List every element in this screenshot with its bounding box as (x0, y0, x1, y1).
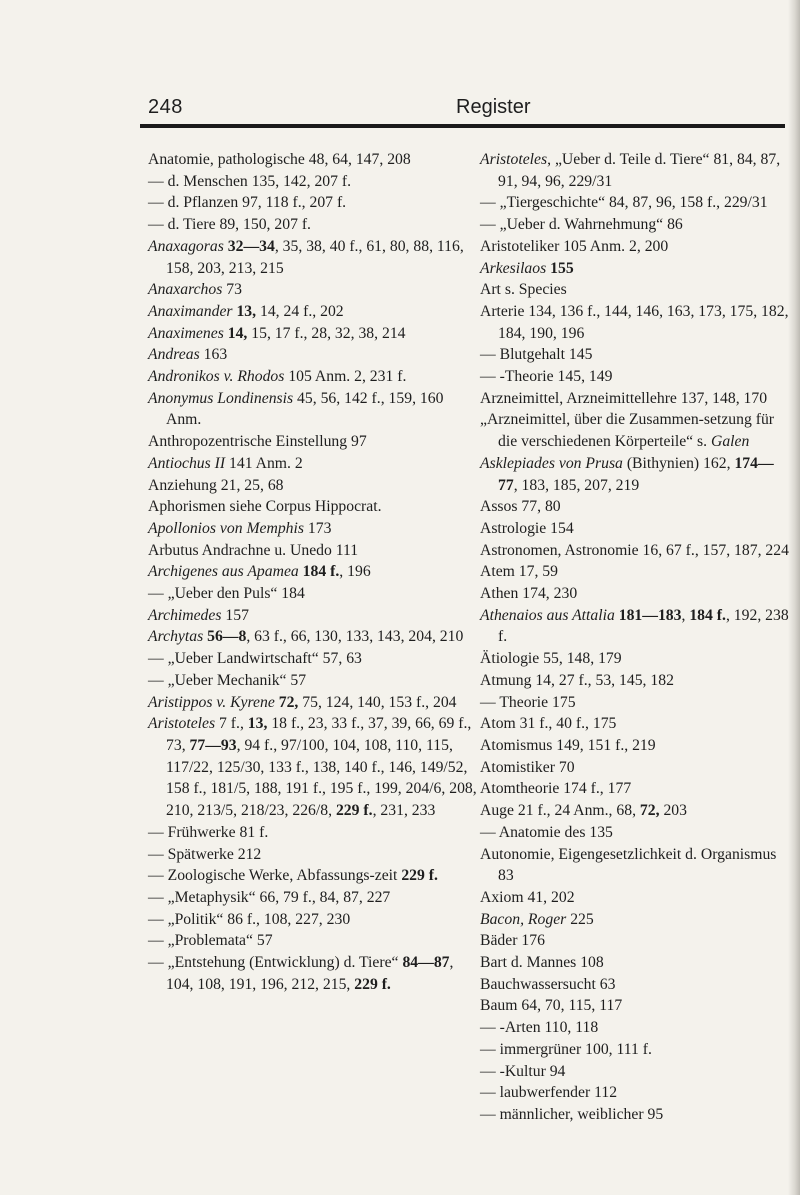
index-entry: Aristoteliker 105 Anm. 2, 200 (480, 237, 669, 255)
index-entry: — „Problemata“ 57 (148, 932, 273, 950)
page-header (148, 96, 778, 124)
index-entry: — „Tiergeschichte“ 84, 87, 96, 158 f., 229/31 (480, 194, 768, 212)
index-entry: Archigenes aus Apamea 184 f., 196 (148, 563, 371, 581)
index-entry: Atom 31 f., 40 f., 175 (480, 715, 617, 733)
index-entry: Assos 77, 80 (480, 498, 561, 516)
index-entry: — -Kultur 94 (480, 1062, 566, 1080)
index-entry: Anaxagoras 32—34, 35, 38, 40 f., 61, 80, 88, 116, 158, 203, 213, 215 (148, 237, 464, 277)
index-entry: — Theorie 175 (480, 693, 576, 711)
index-entry: Atem 17, 59 (480, 563, 558, 581)
index-entry: — -Theorie 145, 149 (480, 368, 613, 386)
index-entry: — Anatomie des 135 (480, 823, 613, 841)
index-entry: Ätiologie 55, 148, 179 (480, 650, 622, 668)
index-entry: — „Politik“ 86 f., 108, 227, 230 (148, 910, 351, 928)
index-entry: — männlicher, weiblicher 95 (480, 1105, 664, 1123)
index-entry: Anaxarchos 73 (148, 281, 242, 299)
index-entry: — „Ueber d. Wahrnehmung“ 86 (480, 216, 683, 234)
index-entry: — immergrüner 100, 111 f. (480, 1040, 652, 1058)
index-column-right (480, 149, 790, 1126)
index-entry: Aphorismen siehe Corpus Hippocrat. (148, 498, 382, 516)
index-entry: — Spätwerke 212 (148, 845, 262, 863)
index-entry: Athen 174, 230 (480, 585, 578, 603)
index-entry: — „Metaphysik“ 66, 79 f., 84, 87, 227 (148, 888, 391, 906)
index-entry: Antiochus II 141 Anm. 2 (148, 454, 303, 472)
header-rule (140, 124, 785, 128)
index-entry: — „Ueber Landwirtschaft“ 57, 63 (148, 650, 362, 668)
index-entry: Aristippos v. Kyrene 72, 75, 124, 140, 153 f., 204 (148, 693, 457, 711)
index-entry: Archimedes 157 (148, 606, 249, 624)
index-entry: Arbutus Andrachne u. Unedo 111 (148, 541, 359, 559)
index-entry: Arzneimittel, Arzneimittellehre 137, 148, 170 (480, 389, 768, 407)
index-entry: — -Arten 110, 118 (480, 1019, 599, 1037)
index-entry: Anthropozentrische Einstellung 97 (148, 433, 367, 451)
page-number: 248 (148, 96, 183, 118)
index-entry: Bacon, Roger 225 (480, 910, 594, 928)
index-entry: Autonomie, Eigengesetzlichkeit d. Organismus 83 (480, 845, 777, 885)
index-entry: Anaximenes 14, 15, 17 f., 28, 32, 38, 214 (148, 324, 406, 342)
index-entry: Apollonios von Memphis 173 (148, 519, 332, 537)
index-entry: — laubwerfender 112 (480, 1084, 618, 1102)
index-entry: Baum 64, 70, 115, 117 (480, 997, 623, 1015)
index-entry: Atomistiker 70 (480, 758, 575, 776)
index-entry: Aristoteles, „Ueber d. Teile d. Tiere“ 81, 84, 87, 91, 94, 96, 229/31 (480, 151, 781, 190)
index-entry: Atomismus 149, 151 f., 219 (480, 736, 656, 754)
index-entry: Bauchwassersucht 63 (480, 975, 616, 993)
index-entry: — d. Menschen 135, 142, 207 f. (148, 172, 352, 190)
index-entry: Anatomie, pathologische 48, 64, 147, 208 (148, 151, 411, 168)
index-entry: Anziehung 21, 25, 68 (148, 476, 284, 494)
index-entry: Art s. Species (480, 281, 567, 299)
index-entry: Auge 21 f., 24 Anm., 68, 72, 203 (480, 802, 687, 820)
index-entry: „Arzneimittel, über die Zusammen-setzung für die verschiedenen Körperteile“ s. Galen (480, 411, 775, 451)
index-entry: — „Entstehung (Entwicklung) d. Tiere“ 84—87, 104, 108, 191, 196, 212, 215, 229 f. (148, 954, 454, 993)
index-entry: Axiom 41, 202 (480, 888, 575, 906)
index-entry: Andreas 163 (148, 346, 228, 364)
index-entry: Atomtheorie 174 f., 177 (480, 780, 632, 798)
index-entry: — d. Pflanzen 97, 118 f., 207 f. (148, 194, 347, 212)
index-entry: Arterie 134, 136 f., 144, 146, 163, 173, 175, 182, 184, 190, 196 (480, 302, 789, 342)
running-title: Register (456, 96, 531, 118)
index-entry: Bart d. Mannes 108 (480, 954, 604, 972)
index-entry: Aristoteles 7 f., 13, 18 f., 23, 33 f., 37, 39, 66, 69 f., 73, 77—93, 94 f., 97/100, 104, 108, 110, 115, 117/22, 125/30, 133 f., 138, 140 f., 146, 149/52, 158 f., 181/5, 188, 191 f., 195 f., 199, 204/6, 208, 210, 213/5, 218/23, 226/8, 229 f., 231, 233 (148, 715, 477, 820)
index-entry: — „Ueber den Puls“ 184 (148, 585, 305, 603)
index-entry: Anaximander 13, 14, 24 f., 202 (148, 302, 344, 320)
index-entry: Athenaios aus Attalia 181—183, 184 f., 192, 238 f. (480, 606, 789, 646)
index-entry: Bäder 176 (480, 932, 545, 950)
index-entry: Anonymus Londinensis 45, 56, 142 f., 159, 160 Anm. (148, 389, 444, 429)
index-entry: Astronomen, Astronomie 16, 67 f., 157, 187, 224 (480, 541, 789, 559)
index-entry: Archytas 56—8, 63 f., 66, 130, 133, 143, 204, 210 (148, 628, 464, 646)
index-entry: Asklepiades von Prusa (Bithynien) 162, 174—77, 183, 185, 207, 219 (480, 454, 774, 494)
index-entry: — Frühwerke 81 f. (148, 823, 269, 841)
index-entry: Astrologie 154 (480, 519, 574, 537)
index-entry: Atmung 14, 27 f., 53, 145, 182 (480, 671, 674, 689)
index-entry: — d. Tiere 89, 150, 207 f. (148, 216, 311, 234)
index-column-left (148, 149, 478, 995)
index-entry: Andronikos v. Rhodos 105 Anm. 2, 231 f. (148, 368, 407, 386)
index-entry: Arkesilaos 155 (480, 259, 574, 277)
index-entry: — „Ueber Mechanik“ 57 (148, 671, 307, 689)
index-entry: — Zoologische Werke, Abfassungs-zeit 229 f. (148, 867, 438, 885)
index-entry: — Blutgehalt 145 (480, 346, 593, 364)
